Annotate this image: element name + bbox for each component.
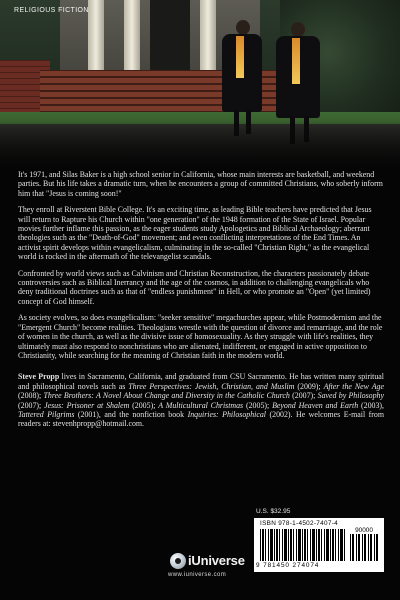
- synopsis-paragraph: It's 1971, and Silas Baker is a high school senior in California, whose main interests are basketball, and weekend parties. But his life takes a dramatic turn, when he encounters a group of committed Christians, who soberly inform him that "Jesus is coming soon!": [18, 170, 383, 198]
- author-bio: Steve Propp lives in Sacramento, California, and graduated from CSU Sacramento. He has written many spiritual and philosophical novels such as Three Perspectives: Jewish, Christian, and Muslim (2009); After the New Age (2008); Three Brothers: A Novel About Change and Diversity in the Catholic Church (2007); Saved by Philosophy (2007); Jesus: Prisoner at Shalem (2005); A Multicultural Christmas (2005); Beyond Heaven and Earth (2003), Tattered Pilgrims (2001), and the nonfiction book Inquiries: Philosophical (2002). He welcomes E-mail from readers at: stevenhpropp@hotmail.com.: [18, 372, 385, 429]
- ean-number: 9 781450 274074: [256, 562, 320, 569]
- photo-doorway: [150, 0, 190, 75]
- barcode-bars: [260, 529, 346, 561]
- barcode-addon-number: 90000: [355, 527, 373, 534]
- price-label: U.S. $32.95: [256, 508, 291, 515]
- cover-photo: [0, 0, 400, 170]
- synopsis-paragraph: They enroll at Riverstent Bible College. It's an exciting time, as leading Bible teachers have predicted that Jesus will return to Rapture his Church within "one generation" of the 1948 formation of the State of Israel. Popular movies further inflame this passion, as the eager students study Apologetics and Biblical Archaeology; aberrant theologies such as the "Death-of-God" movement; and even conflicting interpretations of the End Times. An activist spirit develops within evangelicalism, culminating in the so-called "Christian Right," as the evangelical world is rocked in the aftermath of the televangelist scandals.: [18, 205, 372, 262]
- photo-column: [88, 0, 104, 80]
- photo-fade: [0, 120, 400, 170]
- synopsis-paragraph: Confronted by world views such as Calvinism and Christian Reconstruction, the characters passionately debate controversies such as Biblical Inerrancy and the age of the cosmos, in addition to challenging evangelicals who deny traditional doctrines such as that of "endless punishment" in Hell, or who promote an "Open" (yet limited) concept of God himself.: [18, 268, 371, 306]
- photo-column: [200, 0, 216, 80]
- synopsis-paragraph: As society evolves, so does evangelicalism: "seeker sensitive" megachurches appear, while Postmodernism and the "Emergent Church" become realities. Theologians wrestle with the question of divorce and remarriage, and the role of women in the church, as well as the divisive issue of homosexuality. As they struggle with life's realities, they ultimately must also respond to nonchristians who are alienated, indifferent, or engaged in active opposition to Christianity, while searching for the meaning of Christian faith in the modern world.: [18, 313, 383, 360]
- publisher-url: www.iuniverse.com: [168, 572, 227, 578]
- globe-icon: [170, 553, 186, 569]
- genre-label: RELIGIOUS FICTION: [14, 7, 89, 14]
- barcode-addon-bars: [350, 534, 378, 561]
- photo-column: [124, 0, 140, 80]
- isbn-text: ISBN 978-1-4502-7407-4: [260, 520, 339, 527]
- back-cover-text: [18, 170, 384, 436]
- isbn-barcode: [254, 518, 384, 572]
- publisher-logo: [166, 550, 246, 590]
- publisher-name: iUniverse: [188, 553, 245, 568]
- author-name: Steve Propp: [18, 372, 60, 382]
